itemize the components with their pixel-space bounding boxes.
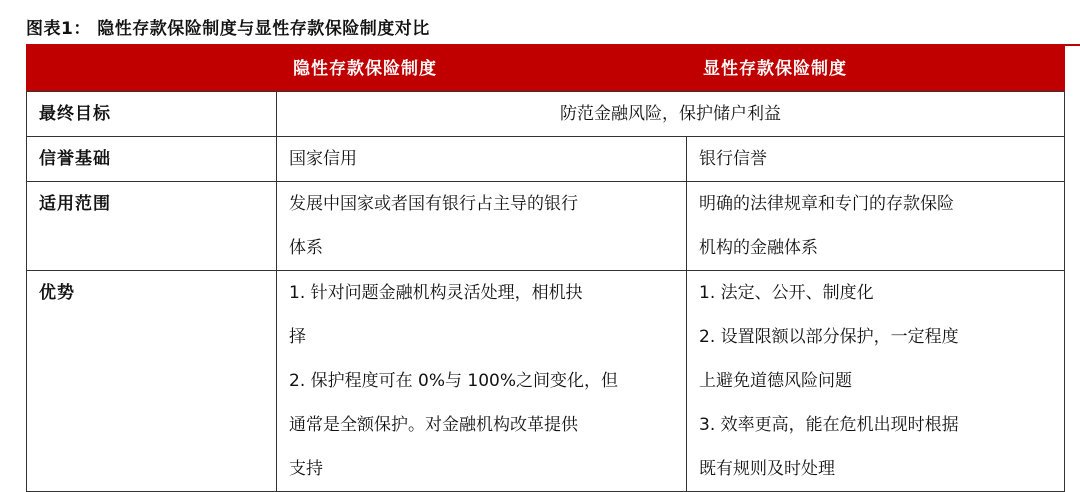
advantages-implicit-line-4: 通常是全额保护。对金融机构改革提供: [289, 415, 578, 435]
row-credit-basis: [27, 137, 1065, 182]
advantages-implicit: [277, 271, 687, 492]
credit-basis-implicit: [277, 137, 687, 182]
advantages-explicit-line-4: 3. 效率更高，能在危机出现时根据: [699, 415, 959, 435]
row-label-credit-basis: 信誉基础: [27, 137, 277, 182]
row-label-advantages: 优势: [27, 271, 277, 492]
scope-implicit-line-2: 体系: [289, 238, 323, 258]
advantages-explicit-line-2: 2. 设置限额以部分保护，一定程度: [699, 327, 959, 347]
row-advantages: [27, 271, 1065, 492]
credit-basis-explicit: [687, 137, 1065, 182]
scope-explicit-line-2: 机构的金融体系: [699, 238, 818, 258]
title-bar: [0, 0, 1080, 46]
scope-implicit: [277, 182, 687, 271]
row-scope: [27, 182, 1065, 271]
row-label-scope: 适用范围: [27, 182, 277, 271]
credit-basis-explicit-line-1: 银行信誉: [699, 149, 767, 169]
advantages-explicit-line-3: 上避免道德风险问题: [699, 371, 852, 391]
header-row: [27, 47, 1065, 92]
credit-basis-implicit-line-1: 国家信用: [289, 149, 357, 169]
advantages-implicit-line-2: 择: [289, 327, 306, 347]
advantages-implicit-line-5: 支持: [289, 459, 323, 479]
scope-implicit-line-1: 发展中国家或者国有银行占主导的银行: [289, 194, 578, 214]
header-empty-cell: [27, 47, 277, 92]
advantages-explicit-line-1: 1. 法定、公开、制度化: [699, 283, 874, 303]
header-implicit: 隐性存款保险制度: [277, 47, 687, 92]
scope-explicit: [687, 182, 1065, 271]
final-goal-value: 防范金融风险，保护储户利益: [277, 92, 1065, 137]
header-explicit: 显性存款保险制度: [687, 47, 1065, 92]
row-label-final-goal: 最终目标: [27, 92, 277, 137]
scope-explicit-line-1: 明确的法律规章和专门的存款保险: [699, 194, 954, 214]
figure-title: 图表1： 隐性存款保险制度与显性存款保险制度对比: [26, 19, 430, 39]
advantages-implicit-line-1: 1. 针对问题金融机构灵活处理，相机抉: [289, 283, 583, 303]
advantages-explicit-line-5: 既有规则及时处理: [699, 459, 835, 479]
advantages-implicit-line-3: 2. 保护程度可在 0%与 100%之间变化，但: [289, 371, 619, 391]
row-final-goal: [27, 92, 1065, 137]
advantages-explicit: [687, 271, 1065, 492]
comparison-table: [26, 46, 1065, 492]
